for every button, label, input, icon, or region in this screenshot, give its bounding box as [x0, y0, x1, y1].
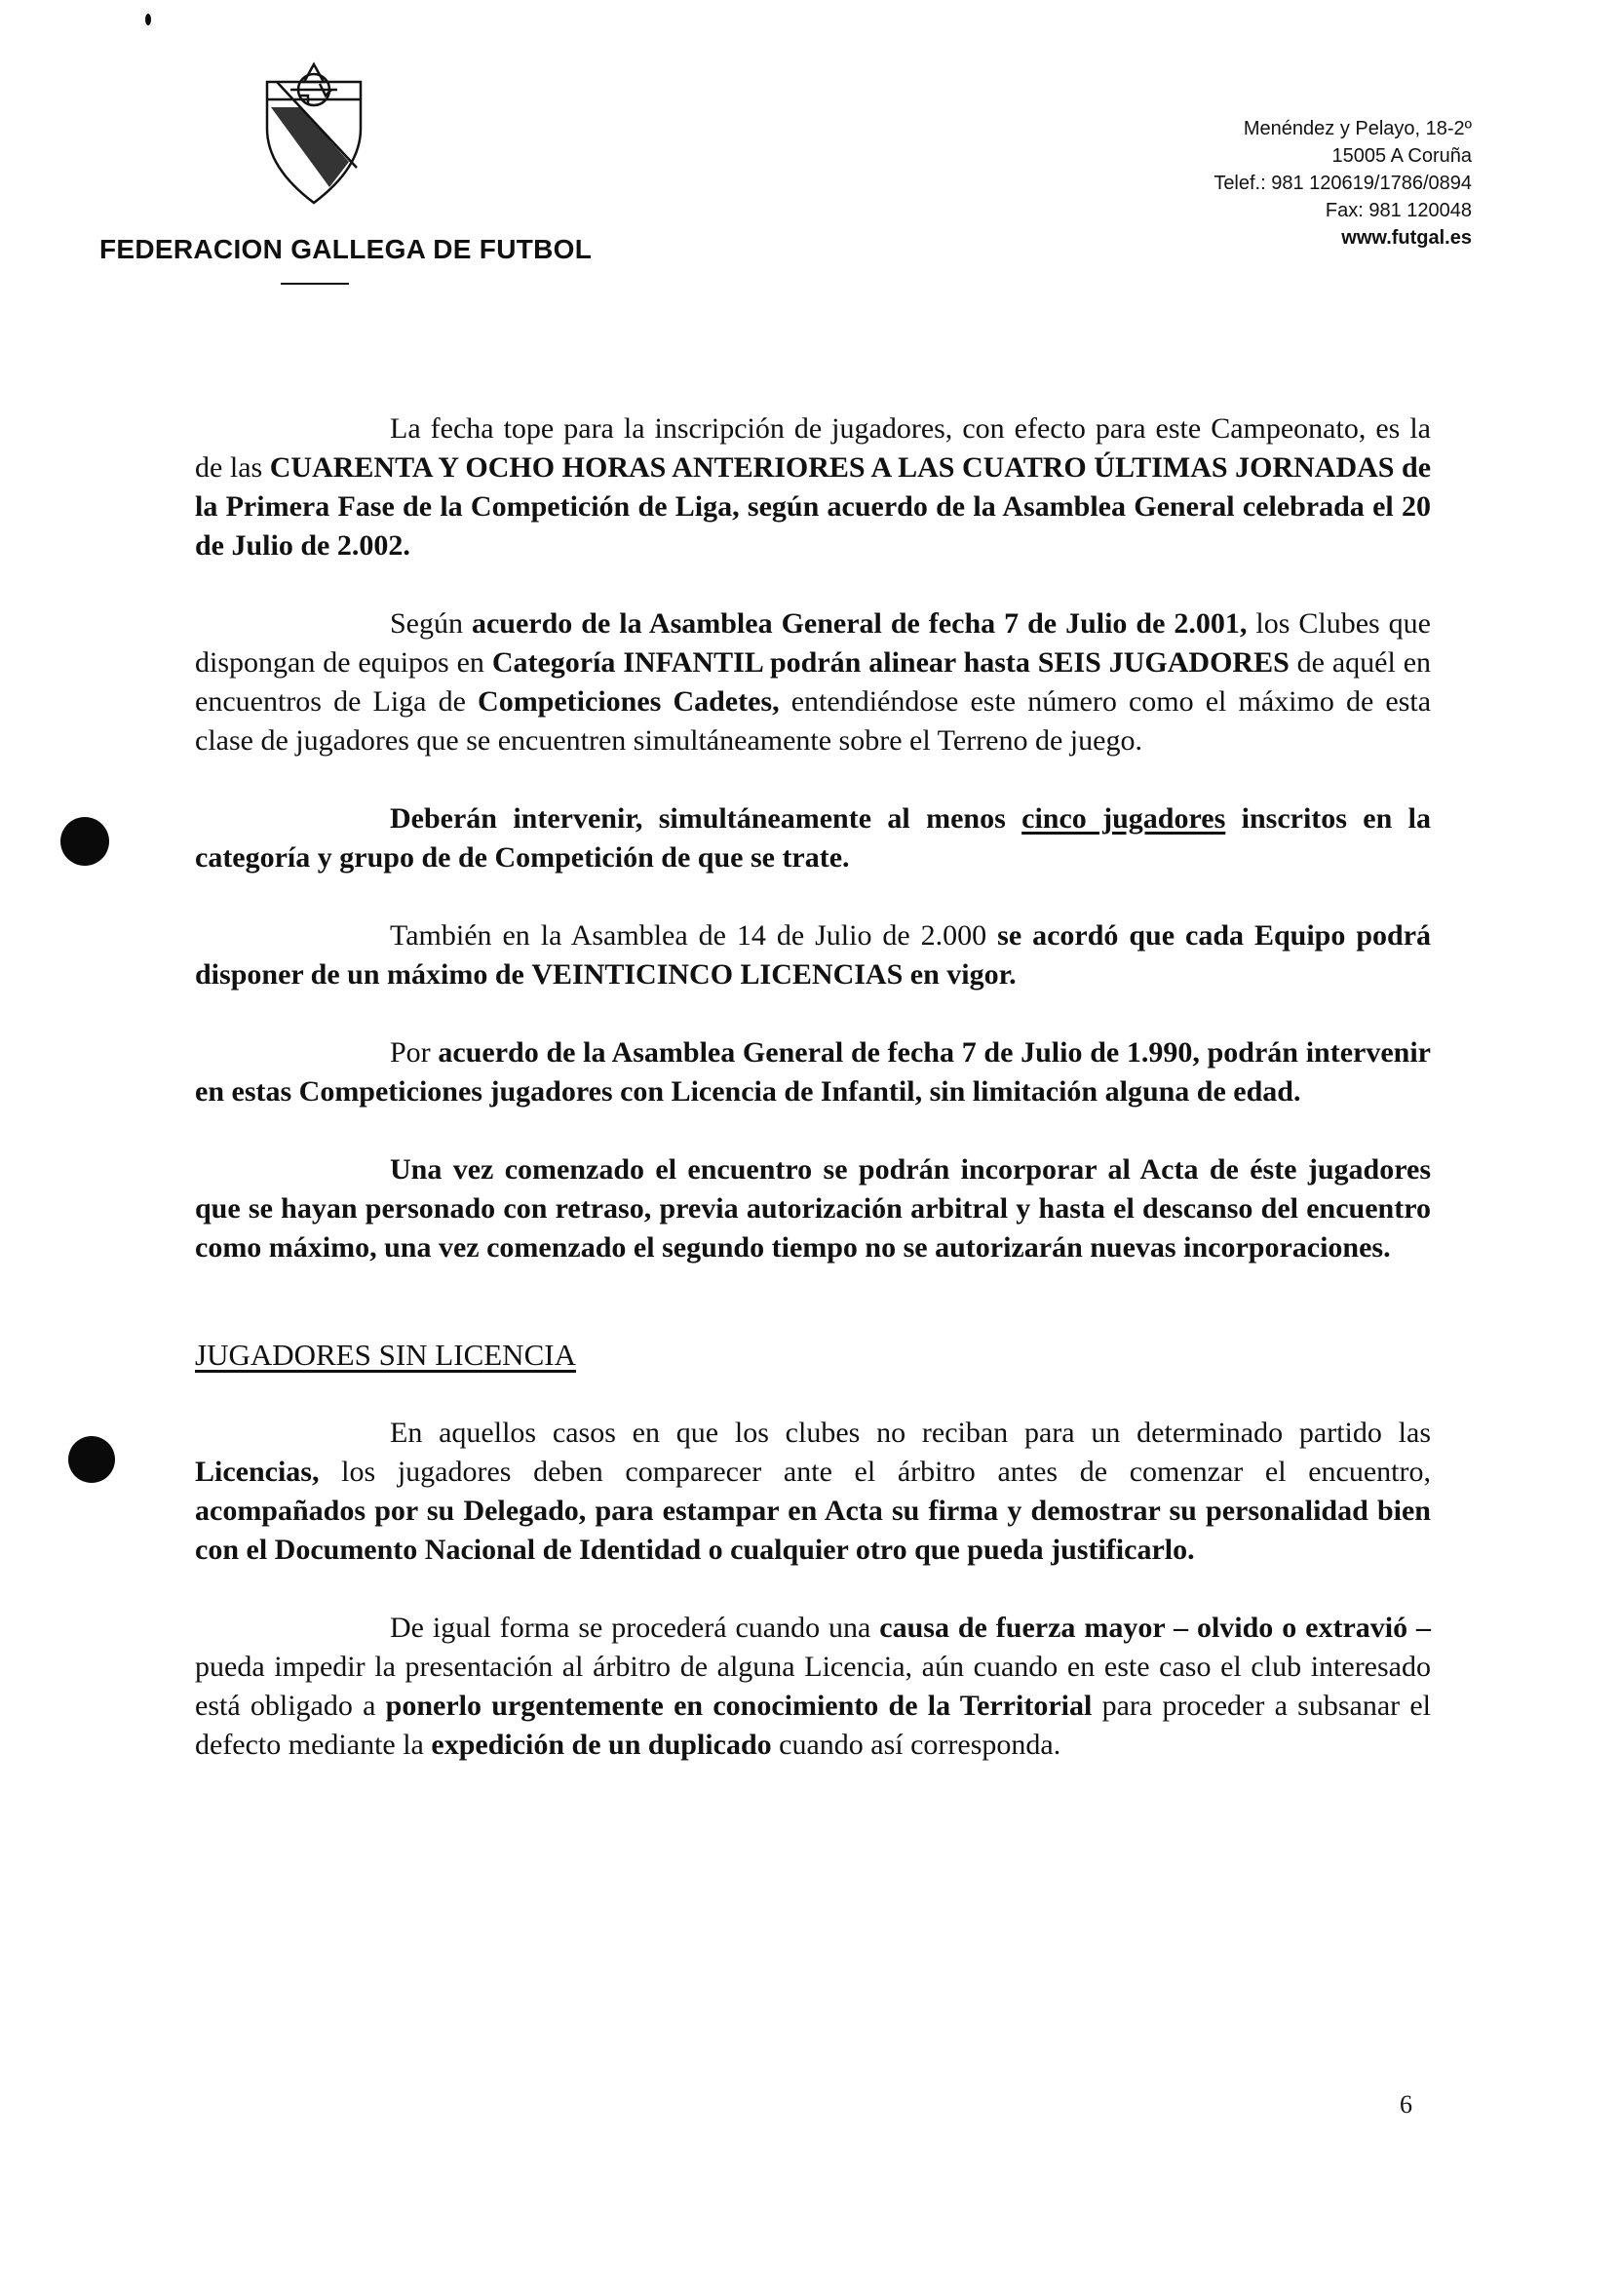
paragraph-infantil-license: Por acuerdo de la Asamblea General de fecha 7 de Julio de 1.990, podrán intervenir en estas Competiciones jugadores con Licencia de Infantil, sin limitación alguna de edad.: [195, 1036, 1432, 1108]
city-line: 15005 A Coruña: [1331, 145, 1472, 167]
paragraph-license-limit: También en la Asamblea de 14 de Julio de 2.000 se acordó que cada Equipo podrá disponer de un máximo de VEINTICINCO LICENCIAS en vigor.: [195, 919, 1432, 991]
paragraph-no-license: En aquellos casos en que los clubes no reciban para un determinado partido las Licencias, los jugadores deben comparecer ante el árbitro antes de comenzar el encuentro, acompañados por su Delegado, para estampar en Acta su firma y demostrar su personalidad bien con el Documento Nacional de Identidad o cualquier otro que pueda justificarlo.: [195, 1417, 1431, 1566]
binder-hole-mark: [68, 1436, 115, 1483]
paragraph-infantil-players: Según acuerdo de la Asamblea General de fecha 7 de Julio de 2.001, los Clubes que dispongan de equipos en Categoría INFANTIL podrán alinear hasta SEIS JUGADORES de aquél en encuentros de Liga de Competiciones Cadetes, entendiéndose este número como el máximo de esta clase de jugadores que se encuentren simultáneamente sobre el Terreno de juego.: [195, 607, 1432, 757]
address-line: Menéndez y Pelayo, 18-2º: [1243, 118, 1472, 139]
binder-hole-mark: [60, 817, 109, 866]
paragraph-force-majeure: De igual forma se procederá cuando una causa de fuerza mayor – olvido o extravió – pueda impedir la presentación al árbitro de alguna Licencia, aún cuando en este caso el club interesado está obligado a ponerlo urgentemente en conocimiento de la Territorial para proceder a subsanar el defecto mediante la expedición de un duplicado cuando así corresponda.: [195, 1612, 1432, 1761]
document-body: [195, 409, 1431, 1765]
scan-mark: [145, 14, 151, 25]
federation-crest-logo: [261, 60, 366, 207]
title-divider: [281, 283, 349, 285]
phone-line: Telef.: 981 120619/1786/0894: [1214, 173, 1472, 194]
website-link[interactable]: www.futgal.es: [1341, 227, 1472, 249]
fax-line: Fax: 981 120048: [1325, 200, 1472, 221]
section-title: JUGADORES SIN LICENCIA: [195, 1338, 576, 1372]
paragraph-five-players: Deberán intervenir, simultáneamente al menos cinco jugadores inscritos en la categoría y grupo de de Competición de que se trate.: [195, 802, 1432, 874]
contact-block: [1062, 115, 1472, 252]
page-number: 6: [1400, 2090, 1412, 2119]
paragraph-registration-deadline: La fecha tope para la inscripción de jugadores, con efecto para este Campeonato, es la de las CUARENTA Y OCHO HORAS ANTERIORES A LAS CUATRO ÚLTIMAS JORNADAS de la Primera Fase de la Competición de Liga, según acuerdo de la Asamblea General celebrada el 20 de Julio de 2.002.: [195, 412, 1432, 562]
organization-name: FEDERACION GALLEGA DE FUTBOL: [99, 234, 593, 264]
paragraph-late-players: Una vez comenzado el encuentro se podrán incorporar al Acta de éste jugadores que se hayan personado con retraso, previa autorización arbitral y hasta el descanso del encuentro como máximo, una vez comenzado el segundo tiempo no se autorizarán nuevas incorporaciones.: [195, 1153, 1431, 1264]
